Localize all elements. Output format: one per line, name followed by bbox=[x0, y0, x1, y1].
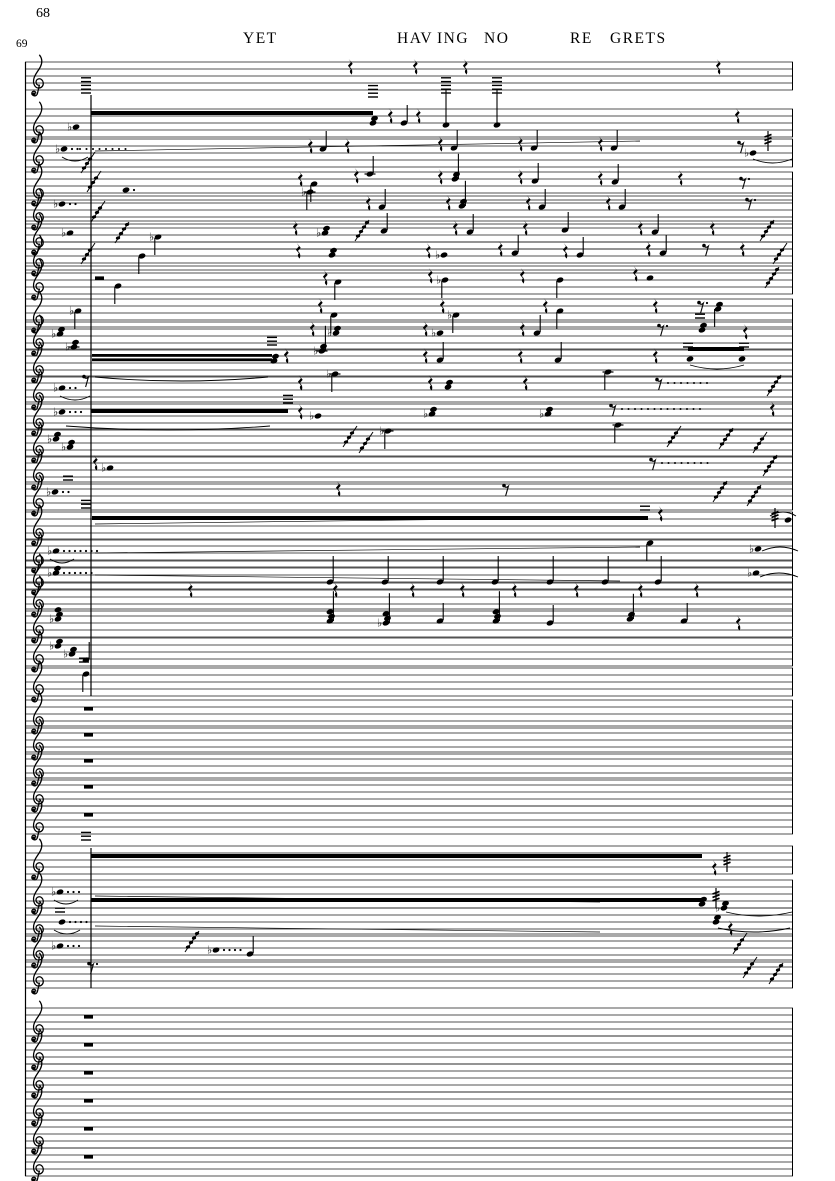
note-head bbox=[627, 611, 635, 618]
whole-rest bbox=[84, 733, 93, 737]
note-head bbox=[53, 431, 61, 438]
quarter-rest bbox=[463, 59, 468, 75]
flat-icon: ♭ bbox=[207, 943, 213, 957]
augmentation-dot bbox=[69, 203, 71, 205]
augmentation-dot bbox=[69, 411, 71, 413]
continuation-dot bbox=[85, 148, 87, 150]
continuation-dot bbox=[92, 148, 94, 150]
flat-icon: ♭ bbox=[749, 542, 755, 556]
continuation-dot bbox=[647, 408, 649, 410]
staff bbox=[25, 102, 793, 143]
augmentation-dot bbox=[133, 189, 135, 191]
staff bbox=[25, 602, 793, 643]
staff bbox=[25, 259, 793, 300]
staff-events bbox=[84, 813, 93, 817]
staff bbox=[25, 55, 793, 96]
augmentation-dot bbox=[67, 945, 69, 947]
whole-rest bbox=[84, 707, 93, 711]
flat-icon: ♭ bbox=[49, 639, 55, 653]
continuation-dot bbox=[679, 408, 681, 410]
note-head bbox=[72, 124, 80, 131]
staff bbox=[25, 927, 793, 968]
augmentation-dot bbox=[69, 387, 71, 389]
sustain-beam bbox=[91, 854, 702, 858]
continuation-dot bbox=[79, 148, 81, 150]
gliss-line bbox=[95, 575, 620, 581]
flat-icon: ♭ bbox=[715, 901, 721, 915]
staff-events bbox=[84, 785, 93, 789]
flat-icon: ♭ bbox=[53, 197, 59, 211]
lyric-syllable: ING bbox=[437, 30, 470, 47]
quarter-rest bbox=[438, 136, 443, 152]
flat-icon: ♭ bbox=[53, 381, 59, 395]
staff bbox=[25, 1141, 793, 1181]
lyric-syllable: HAV bbox=[397, 30, 434, 47]
eighth-rest bbox=[649, 458, 655, 470]
staff bbox=[25, 315, 793, 356]
augmentation-dot bbox=[96, 963, 98, 965]
tie bbox=[690, 365, 744, 369]
eighth-rest bbox=[657, 324, 663, 336]
sustain-beam bbox=[92, 354, 272, 357]
flat-icon: ♭ bbox=[379, 424, 385, 438]
flat-icon: ♭ bbox=[316, 226, 322, 240]
note-head bbox=[715, 301, 723, 308]
staff bbox=[25, 839, 793, 880]
staff-events bbox=[53, 368, 782, 401]
staff-events bbox=[93, 455, 778, 476]
augmentation-dot bbox=[74, 921, 76, 923]
flat-icon: ♭ bbox=[51, 327, 57, 341]
staff-events bbox=[46, 476, 762, 506]
augmentation-dot bbox=[63, 572, 65, 574]
flat-icon: ♭ bbox=[65, 340, 71, 354]
tie bbox=[726, 912, 792, 916]
flat-icon: ♭ bbox=[435, 248, 441, 262]
note-head bbox=[333, 325, 341, 332]
page-number-bottom: 69 bbox=[16, 38, 28, 50]
staff bbox=[25, 505, 793, 546]
flat-icon: ♭ bbox=[51, 939, 57, 953]
staff-events bbox=[87, 154, 750, 202]
note-head bbox=[122, 187, 130, 194]
whole-rest bbox=[84, 1015, 93, 1019]
staff-events bbox=[47, 540, 798, 563]
note-head bbox=[752, 570, 760, 577]
whole-rest bbox=[84, 1099, 93, 1103]
continuation-dot bbox=[699, 408, 701, 410]
whole-rest bbox=[84, 1155, 93, 1159]
quarter-rest bbox=[518, 136, 523, 152]
staff-events bbox=[51, 931, 747, 957]
half-rest bbox=[95, 276, 104, 280]
whole-rest bbox=[84, 785, 93, 789]
sustain-beam bbox=[92, 358, 272, 361]
note-head bbox=[58, 409, 66, 416]
flat-icon: ♭ bbox=[51, 885, 57, 899]
flat-icon: ♭ bbox=[327, 326, 333, 340]
staff bbox=[25, 132, 793, 173]
note-head bbox=[429, 406, 437, 413]
continuation-dot bbox=[687, 462, 689, 464]
lyric-syllable: NO bbox=[484, 30, 510, 47]
flat-icon: ♭ bbox=[47, 432, 53, 446]
note-head bbox=[784, 517, 792, 524]
staff-events bbox=[87, 957, 783, 984]
augmentation-dot bbox=[666, 325, 668, 327]
staff-events bbox=[84, 1127, 93, 1131]
continuation-dot bbox=[693, 382, 695, 384]
continuation-dot bbox=[673, 408, 675, 410]
note-head bbox=[738, 356, 746, 363]
flat-icon: ♭ bbox=[326, 367, 332, 381]
eighth-rest bbox=[502, 484, 508, 496]
staff-events bbox=[84, 1155, 93, 1159]
staff-events bbox=[47, 556, 798, 585]
staff bbox=[25, 693, 793, 734]
quarter-rest bbox=[438, 169, 443, 185]
note-head bbox=[52, 548, 60, 555]
staff-events bbox=[65, 326, 749, 381]
staff-events bbox=[84, 1071, 93, 1075]
tie bbox=[60, 396, 90, 400]
staff bbox=[25, 475, 793, 516]
tie bbox=[66, 426, 270, 430]
whole-rest bbox=[84, 813, 93, 817]
augmentation-dot bbox=[72, 945, 74, 947]
augmentation-dot bbox=[85, 572, 87, 574]
staff-events bbox=[84, 733, 93, 737]
augmentation-dot bbox=[62, 491, 64, 493]
staff-events bbox=[53, 395, 775, 430]
flat-icon: ♭ bbox=[436, 273, 442, 287]
note-head bbox=[314, 413, 322, 420]
staff bbox=[25, 449, 793, 490]
augmentation-dot bbox=[90, 572, 92, 574]
quarter-rest bbox=[348, 59, 353, 75]
staff-events bbox=[81, 832, 731, 875]
flat-icon: ♭ bbox=[539, 407, 545, 421]
note-head bbox=[56, 943, 64, 950]
flat-icon: ♭ bbox=[447, 308, 453, 322]
note-head bbox=[56, 889, 64, 896]
staff-events bbox=[84, 707, 93, 711]
continuation-dot bbox=[105, 148, 107, 150]
staff bbox=[25, 189, 793, 230]
staff bbox=[25, 292, 793, 333]
note-head bbox=[646, 275, 654, 282]
continuation-dot bbox=[111, 148, 113, 150]
note-head bbox=[58, 385, 66, 392]
whole-rest bbox=[84, 1127, 93, 1131]
flat-icon: ♭ bbox=[101, 461, 107, 475]
flat-icon: ♭ bbox=[149, 230, 155, 244]
augmentation-dot bbox=[85, 921, 87, 923]
augmentation-dot bbox=[76, 148, 78, 150]
quarter-rest bbox=[716, 59, 721, 75]
staff-events bbox=[95, 266, 780, 304]
continuation-dot bbox=[706, 462, 708, 464]
augmentation-dot bbox=[74, 572, 76, 574]
staff bbox=[25, 799, 793, 840]
continuation-dot bbox=[660, 408, 662, 410]
augmentation-dot bbox=[67, 491, 69, 493]
flat-icon: ♭ bbox=[61, 226, 67, 240]
note-head bbox=[686, 356, 694, 363]
continuation-dot bbox=[621, 408, 623, 410]
note-head bbox=[55, 638, 63, 645]
flat-icon: ♭ bbox=[53, 405, 59, 419]
flat-icon: ♭ bbox=[744, 146, 750, 160]
eighth-rest bbox=[609, 404, 615, 416]
whole-rest bbox=[84, 1043, 93, 1047]
continuation-dot bbox=[627, 408, 629, 410]
augmentation-dot bbox=[74, 203, 76, 205]
note-head bbox=[749, 150, 757, 157]
flat-icon: ♭ bbox=[55, 142, 61, 156]
flat-icon: ♭ bbox=[747, 566, 753, 580]
note-head bbox=[493, 122, 501, 129]
quarter-rest bbox=[712, 860, 717, 876]
note-head bbox=[67, 439, 75, 446]
quarter-rest bbox=[413, 59, 418, 75]
continuation-dot bbox=[692, 408, 694, 410]
augmentation-dot bbox=[79, 572, 81, 574]
tie bbox=[718, 928, 790, 932]
staff-events bbox=[84, 759, 93, 763]
treble-clef bbox=[32, 1141, 43, 1181]
eighth-rest bbox=[87, 962, 93, 974]
augmentation-dot bbox=[69, 921, 71, 923]
staff bbox=[25, 422, 793, 463]
staff-events bbox=[81, 500, 796, 528]
staff bbox=[25, 719, 793, 760]
note-head bbox=[322, 225, 330, 232]
staff bbox=[25, 342, 793, 383]
staff-events bbox=[47, 422, 767, 454]
staff bbox=[25, 661, 793, 702]
continuation-dot bbox=[118, 148, 120, 150]
staff-events bbox=[69, 298, 724, 333]
flat-icon: ♭ bbox=[49, 612, 55, 626]
augmentation-dot bbox=[234, 949, 236, 951]
quarter-rest bbox=[323, 270, 328, 286]
tie bbox=[753, 159, 792, 163]
quarter-rest bbox=[298, 404, 303, 420]
augmentation-dot bbox=[80, 921, 82, 923]
continuation-dot bbox=[680, 462, 682, 464]
flat-icon: ♭ bbox=[377, 616, 383, 630]
flat-icon: ♭ bbox=[423, 407, 429, 421]
staff-events bbox=[67, 78, 740, 134]
note-head bbox=[754, 546, 762, 553]
augmentation-dot bbox=[78, 945, 80, 947]
staff bbox=[25, 165, 793, 206]
augmentation-dot bbox=[74, 411, 76, 413]
staff bbox=[25, 953, 793, 994]
tie bbox=[54, 930, 80, 934]
continuation-dot bbox=[686, 382, 688, 384]
staff bbox=[25, 745, 793, 786]
eighth-rest bbox=[702, 244, 708, 256]
sustain-beam bbox=[91, 111, 373, 115]
note-head bbox=[212, 947, 220, 954]
note-head bbox=[58, 201, 66, 208]
continuation-dot bbox=[653, 408, 655, 410]
flat-icon: ♭ bbox=[61, 440, 67, 454]
note-head bbox=[60, 146, 68, 153]
staff-events bbox=[84, 1015, 93, 1019]
note-head bbox=[459, 198, 467, 205]
augmentation-dot bbox=[79, 550, 81, 552]
flat-icon: ♭ bbox=[301, 185, 307, 199]
augmentation-dot bbox=[63, 550, 65, 552]
note-head bbox=[329, 247, 337, 254]
staff bbox=[25, 369, 793, 410]
augmentation-dot bbox=[85, 550, 87, 552]
continuation-dot bbox=[667, 382, 669, 384]
continuation-dot bbox=[699, 382, 701, 384]
augmentation-dot bbox=[80, 411, 82, 413]
flat-icon: ♭ bbox=[46, 485, 52, 499]
lyric-syllable: GRETS bbox=[610, 30, 667, 47]
staff-events bbox=[61, 212, 775, 255]
augmentation-dot bbox=[78, 891, 80, 893]
note-head bbox=[699, 322, 707, 329]
eighth-rest bbox=[655, 378, 661, 390]
quarter-rest bbox=[354, 168, 359, 184]
staff bbox=[25, 901, 793, 942]
note-head bbox=[58, 919, 66, 926]
note-head bbox=[440, 252, 448, 259]
augmentation-dot bbox=[239, 949, 241, 951]
flat-icon: ♭ bbox=[67, 120, 73, 134]
tie bbox=[54, 900, 78, 904]
augmentation-dot bbox=[68, 550, 70, 552]
eighth-rest bbox=[697, 301, 703, 313]
continuation-dot bbox=[674, 462, 676, 464]
flat-icon: ♭ bbox=[313, 344, 319, 358]
continuation-dot bbox=[666, 408, 668, 410]
flat-icon: ♭ bbox=[63, 647, 69, 661]
staff-events bbox=[84, 1099, 93, 1103]
augmentation-dot bbox=[223, 949, 225, 951]
flat-icon: ♭ bbox=[431, 326, 437, 340]
note-head bbox=[436, 330, 444, 337]
sustain-beam bbox=[91, 409, 288, 413]
augmentation-dot bbox=[71, 148, 73, 150]
augmentation-dot bbox=[72, 891, 74, 893]
note-head bbox=[445, 379, 453, 386]
note-head bbox=[53, 565, 61, 572]
augmentation-dot bbox=[90, 550, 92, 552]
eighth-rest bbox=[737, 141, 743, 153]
quarter-rest bbox=[633, 266, 638, 282]
staff-events bbox=[49, 638, 90, 664]
continuation-dot bbox=[700, 462, 702, 464]
augmentation-dot bbox=[74, 550, 76, 552]
note-head bbox=[51, 489, 59, 496]
staff-events bbox=[348, 59, 721, 75]
augmentation-dot bbox=[68, 572, 70, 574]
continuation-dot bbox=[686, 408, 688, 410]
continuation-dot bbox=[667, 462, 669, 464]
augmentation-dot bbox=[74, 387, 76, 389]
augmentation-dot bbox=[748, 178, 750, 180]
quarter-rest bbox=[598, 136, 603, 152]
tie bbox=[62, 157, 88, 161]
augmentation-dot bbox=[754, 199, 756, 201]
note-head bbox=[106, 465, 114, 472]
continuation-dot bbox=[693, 462, 695, 464]
staff-events bbox=[55, 130, 792, 173]
lyric-syllable: YET bbox=[243, 30, 278, 47]
notation-layer bbox=[25, 55, 798, 1181]
staff-events bbox=[81, 235, 787, 274]
augmentation-dot bbox=[228, 949, 230, 951]
augmentation-dot bbox=[96, 550, 98, 552]
note-head bbox=[271, 353, 279, 360]
staff-events bbox=[53, 181, 756, 222]
staff-events bbox=[51, 886, 792, 917]
note-head bbox=[66, 230, 74, 237]
sustain-beam bbox=[688, 347, 744, 351]
continuation-dot bbox=[124, 148, 126, 150]
note-head bbox=[442, 122, 450, 129]
whole-rest bbox=[84, 759, 93, 763]
flat-icon: ♭ bbox=[47, 566, 53, 580]
tie bbox=[95, 377, 268, 381]
gliss-line bbox=[95, 547, 640, 553]
flat-icon: ♭ bbox=[309, 409, 315, 423]
flat-icon: ♭ bbox=[47, 544, 53, 558]
continuation-dot bbox=[673, 382, 675, 384]
note-head bbox=[71, 339, 79, 346]
continuation-dot bbox=[706, 382, 708, 384]
continuation-dot bbox=[634, 408, 636, 410]
sustain-beam bbox=[91, 898, 702, 902]
continuation-dot bbox=[661, 462, 663, 464]
augmentation-dot bbox=[706, 302, 708, 304]
continuation-dot bbox=[680, 382, 682, 384]
quarter-rest bbox=[518, 169, 523, 185]
staff-events bbox=[84, 1043, 93, 1047]
page-number-top: 68 bbox=[36, 6, 50, 21]
continuation-dot bbox=[98, 148, 100, 150]
quarter-rest bbox=[743, 324, 748, 340]
whole-rest bbox=[84, 1071, 93, 1075]
lyric-syllable: RE bbox=[570, 30, 593, 47]
continuation-dot bbox=[640, 408, 642, 410]
flat-icon: ♭ bbox=[69, 304, 75, 318]
augmentation-dot bbox=[67, 891, 69, 893]
note-head bbox=[545, 406, 553, 413]
